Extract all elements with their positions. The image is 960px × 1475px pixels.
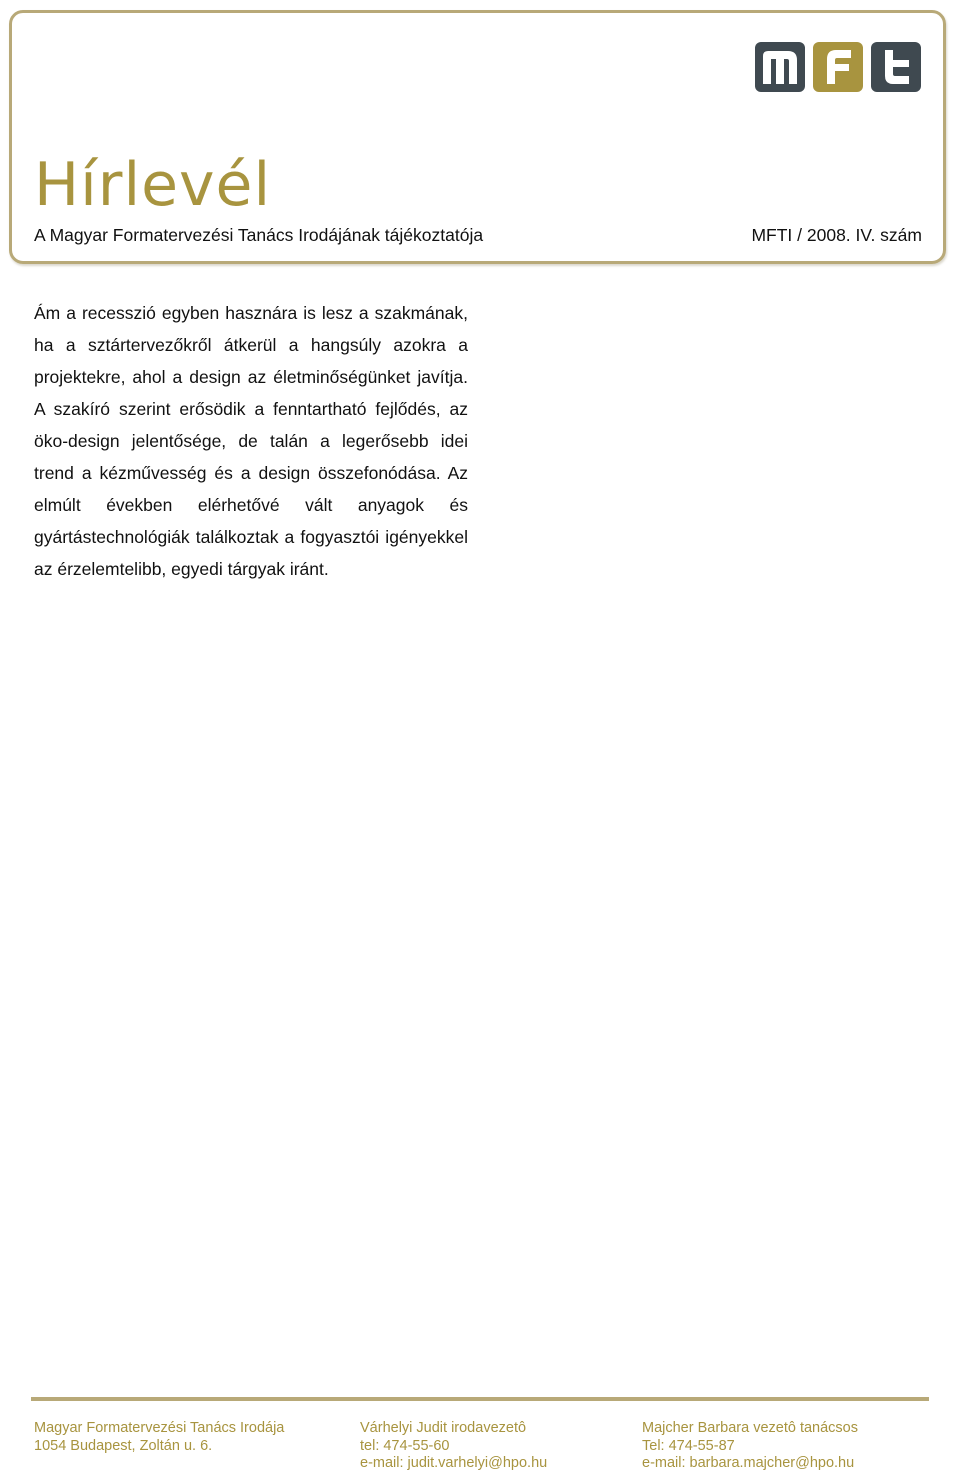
newsletter-subtitle: A Magyar Formatervezési Tanács Irodájának tájékoztatója	[34, 225, 484, 245]
article-paragraph: Ám a recesszió egyben hasznára is lesz a szakmának, ha a sztártervezőkről átkerül a hangsúly azokra a projektekre, ahol a design az életminőségünket javítja. A szakíró szerint erősödik a fenntartható fejlődés, az öko-design jelentősége, de talán a legerősebb idei trend a kézművesség és a design összefonódása. Az elmúlt években elérhetővé vált anyagok és gyártástechnológiák találkoztak a fogyasztói igényekkel az érzelemtelibb, egyedi tárgyak iránt.	[34, 303, 468, 579]
director-name: Várhelyi Judit irodavezetô	[360, 1420, 527, 1436]
logo-f-tile	[813, 42, 863, 92]
newsletter-title: Hírlevél	[34, 150, 272, 220]
director-phone: tel: 474-55-60	[360, 1437, 450, 1454]
issue-label: MFTI / 2008. IV. szám	[751, 225, 922, 245]
logo-m-tile	[755, 42, 805, 92]
mft-logo	[755, 42, 923, 94]
office-address: 1054 Budapest, Zoltán u. 6.	[34, 1437, 213, 1454]
advisor-email[interactable]: e-mail: barbara.majcher@hpo.hu	[642, 1455, 855, 1471]
footer-office-contact	[34, 1420, 284, 1455]
footer-divider	[31, 1397, 929, 1401]
advisor-name: Majcher Barbara vezetô tanácsos	[642, 1420, 858, 1436]
advisor-phone: Tel: 474-55-87	[642, 1437, 735, 1454]
office-name: Magyar Formatervezési Tanács Irodája	[34, 1420, 285, 1436]
footer-director-contact	[360, 1420, 547, 1473]
logo-t-tile	[871, 42, 921, 92]
director-email[interactable]: e-mail: judit.varhelyi@hpo.hu	[360, 1455, 548, 1471]
footer-advisor-contact	[642, 1420, 858, 1473]
